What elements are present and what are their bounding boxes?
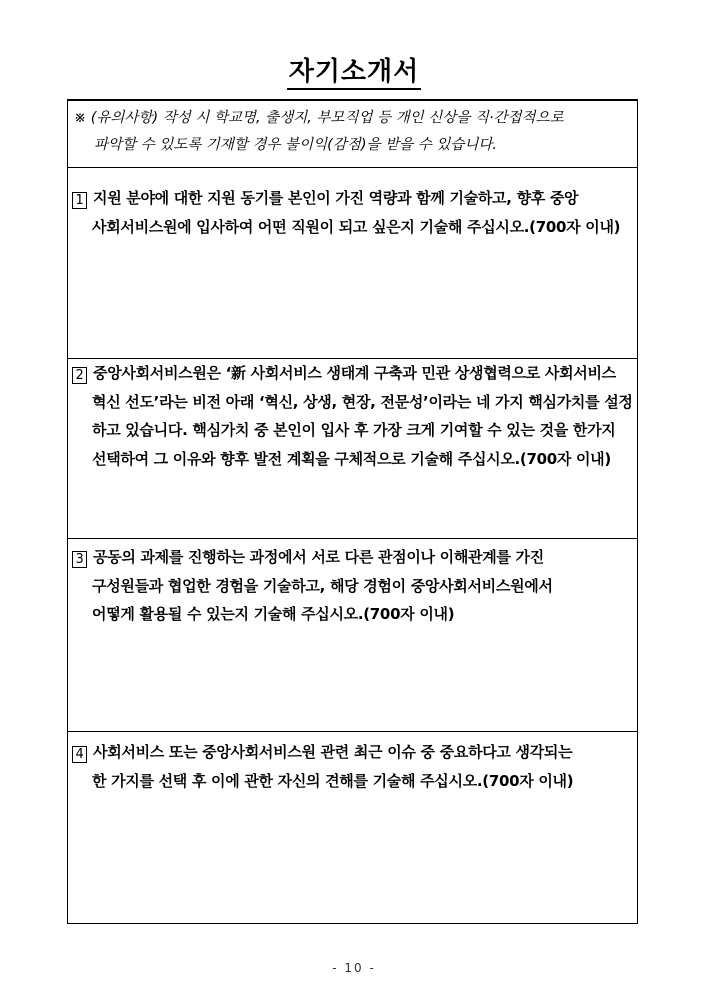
question-text-line: 선택하여 그 이유와 향후 발전 계획을 구체적으로 기술해 주십시오.(700자 이내) — [92, 449, 611, 468]
question-section-3[interactable] — [68, 539, 637, 732]
question-text-line: 혁신 선도’라는 비전 아래 ‘혁신, 상생, 현장, 전문성’이라는 네 가지 핵심가치를 설정 — [92, 392, 633, 411]
question-text-line: 구성원들과 협업한 경험을 기술하고, 해당 경험이 중앙사회서비스원에서 — [92, 576, 553, 595]
question-text-line: 한 가지를 선택 후 이에 관한 자신의 견해를 기술해 주십시오.(700자 이내) — [92, 771, 574, 790]
question-text-line: 공동의 과제를 진행하는 과정에서 서로 다른 관점이나 이해관계를 가진 — [93, 548, 544, 566]
question-number-badge: 3 — [72, 551, 87, 568]
question-text-line: 사회서비스원에 입사하여 어떤 직원이 되고 싶은지 기술해 주십시오.(700자 이내) — [92, 217, 621, 236]
page-title — [0, 56, 708, 90]
question-text-line: 중앙사회서비스원은 ‘新 사회서비스 생태계 구축과 민관 상생협력으로 사회서비스 — [93, 364, 616, 382]
question-section-2[interactable] — [68, 359, 637, 539]
question-section-4[interactable] — [68, 732, 637, 923]
page-number: - 10 - — [332, 961, 376, 975]
question-text-line: 어떻게 활용될 수 있는지 기술해 주십시오.(700자 이내) — [92, 605, 455, 623]
self-introduction-form — [67, 99, 638, 924]
notice-box — [68, 101, 637, 168]
question-number-badge: 1 — [72, 192, 87, 209]
question-number-badge: 4 — [72, 746, 87, 763]
page-title-text: 자기소개서 — [287, 56, 422, 90]
question-number-badge: 2 — [72, 367, 87, 384]
question-text-line: 하고 있습니다. 핵심가치 중 본인이 입사 후 가장 크게 기여할 수 있는 것을 한가지 — [92, 421, 616, 439]
question-text-line: 지원 분야에 대한 지원 동기를 본인이 가진 역량과 함께 기술하고, 향후 중앙 — [93, 189, 579, 207]
question-text-line: 사회서비스 또는 중앙사회서비스원 관련 최근 이슈 중 중요하다고 생각되는 — [93, 743, 573, 761]
notice-line-2: 파악할 수 있도록 기재할 경우 불이익(감점)을 받을 수 있습니다. — [94, 137, 497, 153]
question-section-1[interactable] — [68, 168, 637, 359]
notice-line-1: ※ (유의사항) 작성 시 학교명, 출생지, 부모직업 등 개인 신상을 직·간접적으로 — [74, 110, 564, 126]
